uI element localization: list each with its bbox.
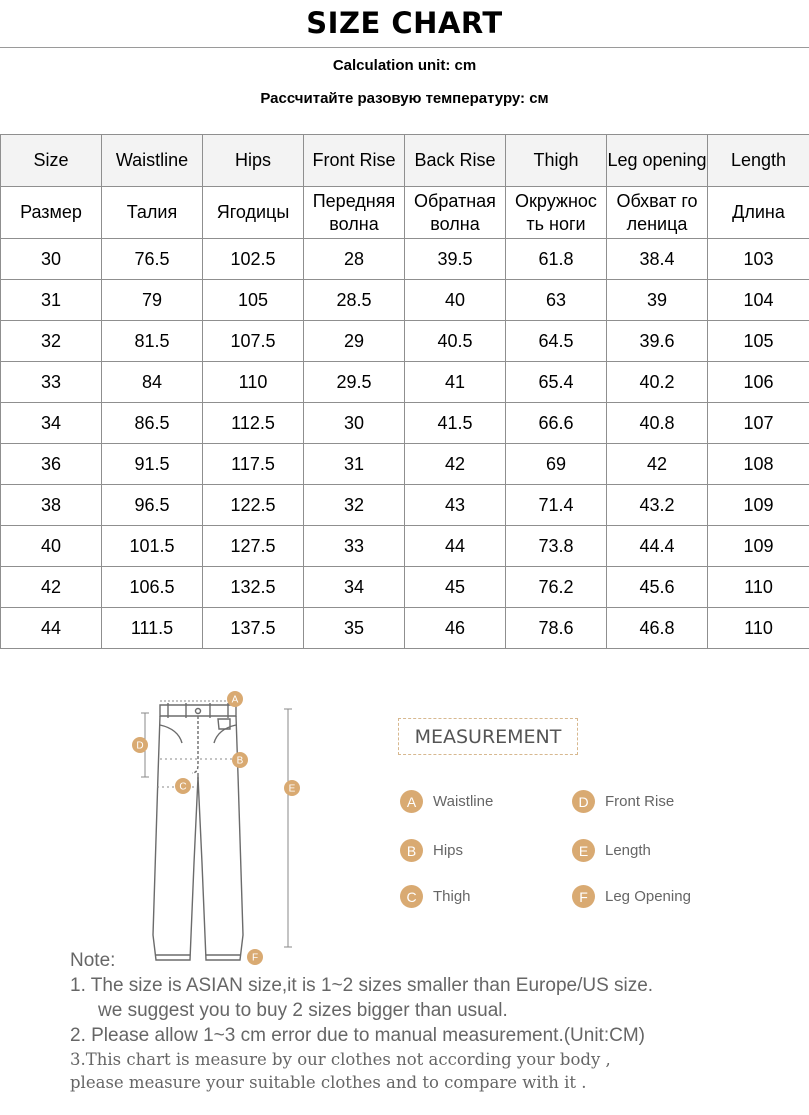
table-cell: 33: [304, 526, 405, 567]
table-cell: 84: [102, 362, 203, 403]
table-cell: 36: [1, 444, 102, 485]
table-cell: 122.5: [203, 485, 304, 526]
marker-d-label: D: [136, 740, 144, 752]
column-header: Length: [708, 135, 809, 187]
table-cell: 41.5: [405, 403, 506, 444]
table-cell: 111.5: [102, 608, 203, 649]
table-cell: 43.2: [607, 485, 708, 526]
table-cell: 110: [708, 608, 809, 649]
table-cell: 40.8: [607, 403, 708, 444]
table-cell: 137.5: [203, 608, 304, 649]
table-row: [1, 280, 809, 321]
table-cell: 117.5: [203, 444, 304, 485]
table-cell: 43: [405, 485, 506, 526]
table-row: [1, 526, 809, 567]
table-cell: 108: [708, 444, 809, 485]
marker-c-label: C: [179, 781, 187, 793]
table-cell: 31: [1, 280, 102, 321]
table-cell: 81.5: [102, 321, 203, 362]
table-cell: 35: [304, 608, 405, 649]
table-row: [1, 239, 809, 280]
column-header: Back Rise: [405, 135, 506, 187]
table-cell: 73.8: [506, 526, 607, 567]
column-header-ru: Талия: [102, 187, 203, 239]
table-cell: 32: [304, 485, 405, 526]
measurement-heading: MEASUREMENT: [398, 718, 578, 755]
table-cell: 64.5: [506, 321, 607, 362]
table-cell: 38.4: [607, 239, 708, 280]
table-cell: 40: [405, 280, 506, 321]
size-table: [0, 134, 809, 649]
table-row: [1, 485, 809, 526]
legend-marker-e: E: [572, 839, 595, 862]
table-cell: 34: [1, 403, 102, 444]
note-line-2: 2. Please allow 1~3 cm error due to manual measurement.(Unit:CM): [70, 1025, 645, 1046]
column-header-ru: Окружнос ть ноги: [506, 187, 607, 239]
note-line-1: 1. The size is ASIAN size,it is 1~2 sizes smaller than Europe/US size.: [70, 975, 654, 996]
table-cell: 45.6: [607, 567, 708, 608]
legend-marker-c: C: [400, 885, 423, 908]
column-header: Thigh: [506, 135, 607, 187]
table-cell: 33: [1, 362, 102, 403]
marker-e-label: E: [288, 783, 296, 795]
table-cell: 40.5: [405, 321, 506, 362]
table-cell: 65.4: [506, 362, 607, 403]
table-cell: 109: [708, 526, 809, 567]
table-cell: 61.8: [506, 239, 607, 280]
table-row: [1, 362, 809, 403]
table-cell: 44: [405, 526, 506, 567]
table-cell: 105: [203, 280, 304, 321]
table-cell: 76.5: [102, 239, 203, 280]
table-cell: 42: [1, 567, 102, 608]
table-cell: 79: [102, 280, 203, 321]
table-cell: 45: [405, 567, 506, 608]
table-cell: 102.5: [203, 239, 304, 280]
legend-leg-opening: F Leg Opening: [572, 885, 691, 908]
table-cell: 44: [1, 608, 102, 649]
legend-waistline: A Waistline: [400, 790, 493, 813]
note-line-1b: we suggest you to buy 2 sizes bigger than usual.: [98, 1000, 508, 1021]
column-header: Size: [1, 135, 102, 187]
table-cell: 63: [506, 280, 607, 321]
column-header-ru: Обхват го леница: [607, 187, 708, 239]
table-cell: 29.5: [304, 362, 405, 403]
table-row: [1, 444, 809, 485]
table-cell: 30: [1, 239, 102, 280]
header-row-ru: [1, 187, 809, 239]
title-divider: [0, 47, 809, 48]
note-line-3: 3.This chart is measure by our clothes not according your body ,: [70, 1050, 611, 1069]
column-header-ru: Длина: [708, 187, 809, 239]
table-cell: 34: [304, 567, 405, 608]
table-cell: 76.2: [506, 567, 607, 608]
legend-front-rise: D Front Rise: [572, 790, 674, 813]
column-header: Waistline: [102, 135, 203, 187]
legend-marker-a: A: [400, 790, 423, 813]
table-cell: 96.5: [102, 485, 203, 526]
table-cell: 106: [708, 362, 809, 403]
marker-a-label: A: [231, 694, 239, 706]
table-cell: 112.5: [203, 403, 304, 444]
column-header: Leg opening: [607, 135, 708, 187]
page-title: SIZE CHART: [306, 6, 503, 40]
unit-line: Calculation unit: cm: [332, 57, 477, 74]
table-cell: 32: [1, 321, 102, 362]
table-cell: 38: [1, 485, 102, 526]
table-cell: 103: [708, 239, 809, 280]
header-row-en: [1, 135, 809, 187]
column-header: Front Rise: [304, 135, 405, 187]
table-cell: 106.5: [102, 567, 203, 608]
table-cell: 28: [304, 239, 405, 280]
table-cell: 109: [708, 485, 809, 526]
marker-f-label: F: [251, 952, 259, 964]
column-header: Hips: [203, 135, 304, 187]
table-cell: 42: [607, 444, 708, 485]
table-cell: 91.5: [102, 444, 203, 485]
table-cell: 40: [1, 526, 102, 567]
table-cell: 31: [304, 444, 405, 485]
table-row: [1, 321, 809, 362]
table-cell: 44.4: [607, 526, 708, 567]
table-cell: 40.2: [607, 362, 708, 403]
table-cell: 86.5: [102, 403, 203, 444]
table-cell: 41: [405, 362, 506, 403]
column-header-ru: Размер: [1, 187, 102, 239]
legend-hips: B Hips: [400, 839, 463, 862]
unit-line-ru: Рассчитайте разовую температуру: см: [260, 90, 549, 107]
table-row: [1, 403, 809, 444]
table-cell: 71.4: [506, 485, 607, 526]
table-cell: 39.6: [607, 321, 708, 362]
table-cell: 69: [506, 444, 607, 485]
marker-b-label: B: [236, 755, 244, 767]
table-cell: 66.6: [506, 403, 607, 444]
note-line-3b: please measure your suitable clothes and to compare with it .: [70, 1073, 587, 1092]
table-cell: 132.5: [203, 567, 304, 608]
table-row: [1, 567, 809, 608]
table-cell: 101.5: [102, 526, 203, 567]
table-cell: 46.8: [607, 608, 708, 649]
note-heading: Note:: [70, 950, 116, 971]
table-cell: 29: [304, 321, 405, 362]
table-cell: 104: [708, 280, 809, 321]
legend-marker-f: F: [572, 885, 595, 908]
column-header-ru: Обратная волна: [405, 187, 506, 239]
table-cell: 39: [607, 280, 708, 321]
table-cell: 28.5: [304, 280, 405, 321]
table-cell: 127.5: [203, 526, 304, 567]
table-cell: 110: [708, 567, 809, 608]
table-cell: 42: [405, 444, 506, 485]
table-cell: 46: [405, 608, 506, 649]
table-cell: 110: [203, 362, 304, 403]
table-cell: 107.5: [203, 321, 304, 362]
legend-length: E Length: [572, 839, 651, 862]
table-row: [1, 608, 809, 649]
table-cell: 107: [708, 403, 809, 444]
legend-marker-b: B: [400, 839, 423, 862]
table-cell: 78.6: [506, 608, 607, 649]
column-header-ru: Передняя волна: [304, 187, 405, 239]
table-cell: 39.5: [405, 239, 506, 280]
table-cell: 105: [708, 321, 809, 362]
column-header-ru: Ягодицы: [203, 187, 304, 239]
legend-marker-d: D: [572, 790, 595, 813]
legend-thigh: C Thigh: [400, 885, 471, 908]
table-cell: 30: [304, 403, 405, 444]
